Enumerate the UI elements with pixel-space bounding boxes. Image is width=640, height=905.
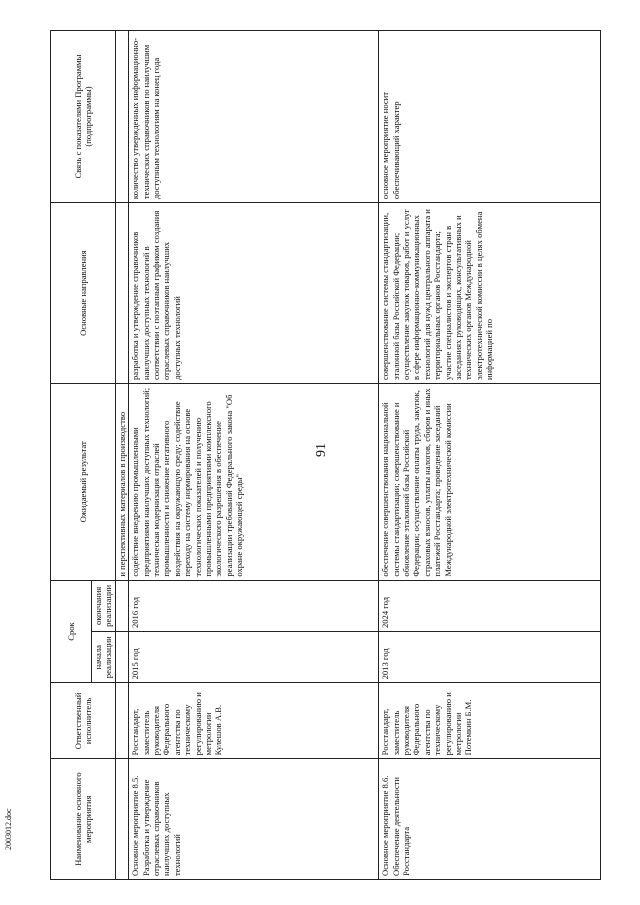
cell-end	[115, 580, 128, 631]
cell-start: 2013 год	[379, 632, 601, 683]
cell-start: 2015 год	[129, 632, 379, 683]
header-activity-name: Наименование основного мероприятия	[51, 759, 116, 880]
table-row	[379, 31, 601, 880]
program-activities-table	[50, 30, 601, 880]
cell-result: и перспективных материалов в производство	[115, 384, 128, 581]
cell-directions: совершенствование системы стандартизации, эталонной базы Российской Федерации; осуществление закупок товаров, работ и услуг в сфере информационно-коммуникационных технологий для нужд центрального аппарата и территориальных органов Росстандарта; участие специалистов и экспертов стран в заседаниях руководящих, консультативных и технических органов Международной электротехнической комиссии в целях обмена информацией по	[379, 203, 601, 384]
cell-end: 2024 год	[379, 580, 601, 631]
header-start: начала реализации	[92, 632, 116, 683]
table-row	[129, 31, 379, 880]
cell-indicators: количество утвержденных информационно-технических справочников по наилучшим доступным технологиям на конец года	[129, 31, 379, 203]
rotated-page-content	[50, 30, 620, 880]
header-expected-result: Ожидаемый результат	[51, 384, 116, 581]
cell-result: содействие внедрению промышленными предприятиями наилучших доступных технологий; техническая модернизация отраслей промышленности и снижение негативного воздействия на окружающую среду; содействие переходу на систему нормирования на основе технологических показателей и получению промышленными предприятиями комплексного экологического разрешения в обеспечение реализации требований Федерального закона "Об охране окружающей среды"	[129, 384, 379, 581]
cell-result: обеспечение совершенствования национальной системы стандартизации; совершенствование и обновление эталонной базы Российской Федерации; осуществление оплаты труда, закупок, страховых взносов, уплаты налогов, сборов и иных платежей Росстандарта; проведение заседаний Международной электротехнической комиссии	[379, 384, 601, 581]
cell-end: 2016 год	[129, 580, 379, 631]
cell-name: Основное мероприятие 8.6. Обеспечение деятельности Росстандарта	[379, 759, 601, 880]
header-term: Срок	[51, 580, 92, 683]
cell-directions: разработка и утверждение справочников наилучших доступных технологий в соответствии с поэтапным графиком создания отраслевых справочников наилучших доступных технологий	[129, 203, 379, 384]
header-end: окончания реализации	[92, 580, 116, 631]
header-executor: Ответственный исполнитель	[51, 683, 116, 759]
cell-start	[115, 632, 128, 683]
cell-indicators: основное мероприятие носит обеспечивающий характер	[379, 31, 601, 203]
cell-indicators	[115, 31, 128, 203]
page-number: 91	[314, 443, 329, 457]
cell-executor: Росстандарт, заместитель руководителя Федерального агентства по техническому регулированию и метрологии Кулешов А.В.	[129, 683, 379, 759]
cell-name	[115, 759, 128, 880]
table-row-carryover	[115, 31, 128, 880]
cell-directions	[115, 203, 128, 384]
header-main-directions: Основные направления	[51, 203, 116, 384]
cell-executor	[115, 683, 128, 759]
cell-name: Основное мероприятие 8.5. Разработка и утверждение отраслевых справочников наилучших доступных технологий	[129, 759, 379, 880]
document-code: 2003012.doc	[4, 808, 13, 850]
header-indicators-link: Связь с показателями Программы (подпрограммы)	[51, 31, 116, 203]
cell-executor: Росстандарт, заместитель руководителя Федерального агентства по техническому регулированию и метрологии Потемкин Б.М.	[379, 683, 601, 759]
